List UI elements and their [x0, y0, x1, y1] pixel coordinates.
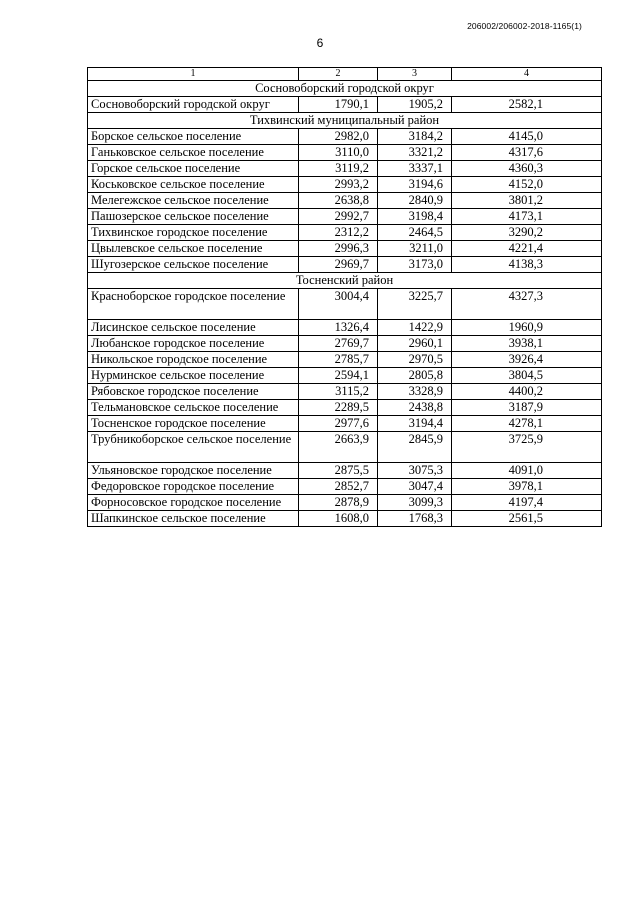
settlement-name-cell: Горское сельское поселение: [88, 161, 299, 177]
value-cell-c4: 4360,3: [452, 161, 602, 177]
settlement-name-cell: Коськовское сельское поселение: [88, 177, 299, 193]
value-cell-c3: 3225,7: [378, 289, 452, 320]
table-row: [88, 145, 602, 161]
value-cell-c4: 3290,2: [452, 225, 602, 241]
table-row: [88, 511, 602, 527]
value-cell-c3: 3194,6: [378, 177, 452, 193]
value-cell-c2: 2996,3: [299, 241, 378, 257]
settlement-name-cell: Красноборское городское поселение: [88, 289, 299, 320]
section-title: Тихвинский муниципальный район: [88, 113, 602, 129]
value-cell-c3: 3194,4: [378, 416, 452, 432]
value-cell-c2: 3119,2: [299, 161, 378, 177]
value-cell-c3: 3198,4: [378, 209, 452, 225]
value-cell-c4: 4317,6: [452, 145, 602, 161]
table-row: [88, 225, 602, 241]
value-cell-c4: 1960,9: [452, 320, 602, 336]
value-cell-c4: 4221,4: [452, 241, 602, 257]
value-cell-c2: 2312,2: [299, 225, 378, 241]
value-cell-c2: 2992,7: [299, 209, 378, 225]
table-row: [88, 400, 602, 416]
value-cell-c4: 4173,1: [452, 209, 602, 225]
value-cell-c2: 2852,7: [299, 479, 378, 495]
table-row: [88, 97, 602, 113]
value-cell-c4: 4091,0: [452, 463, 602, 479]
column-header: 2: [299, 68, 378, 81]
data-table: [87, 67, 602, 527]
settlement-name-cell: Мелегежское сельское поселение: [88, 193, 299, 209]
value-cell-c2: 2878,9: [299, 495, 378, 511]
column-header: 1: [88, 68, 299, 81]
value-cell-c3: 3184,2: [378, 129, 452, 145]
value-cell-c4: 3978,1: [452, 479, 602, 495]
settlement-name-cell: Тельмановское сельское поселение: [88, 400, 299, 416]
document-id: 206002/206002-2018-1165(1): [467, 21, 582, 31]
table-body: [88, 68, 602, 527]
value-cell-c3: 2960,1: [378, 336, 452, 352]
settlement-name-cell: Тосненское городское поселение: [88, 416, 299, 432]
value-cell-c2: 2993,2: [299, 177, 378, 193]
settlement-name-cell: Пашозерское сельское поселение: [88, 209, 299, 225]
table-row: [88, 241, 602, 257]
table-row: [88, 368, 602, 384]
section-header-row: [88, 273, 602, 289]
table-row: [88, 479, 602, 495]
settlement-name-cell: Шугозерское сельское поселение: [88, 257, 299, 273]
value-cell-c3: 2845,9: [378, 432, 452, 463]
value-cell-c2: 2875,5: [299, 463, 378, 479]
value-cell-c4: 3725,9: [452, 432, 602, 463]
section-title: Тосненский район: [88, 273, 602, 289]
section-header-row: [88, 81, 602, 97]
value-cell-c2: 1790,1: [299, 97, 378, 113]
value-cell-c2: 2977,6: [299, 416, 378, 432]
table-row: [88, 289, 602, 320]
value-cell-c3: 3337,1: [378, 161, 452, 177]
column-header-row: [88, 68, 602, 81]
value-cell-c2: 3004,4: [299, 289, 378, 320]
value-cell-c4: 4145,0: [452, 129, 602, 145]
settlement-name-cell: Сосновоборский городской округ: [88, 97, 299, 113]
settlement-name-cell: Форносовское городское поселение: [88, 495, 299, 511]
value-cell-c4: 3187,9: [452, 400, 602, 416]
value-cell-c3: 3321,2: [378, 145, 452, 161]
value-cell-c4: 2561,5: [452, 511, 602, 527]
value-cell-c3: 3047,4: [378, 479, 452, 495]
value-cell-c3: 3099,3: [378, 495, 452, 511]
value-cell-c4: 4197,4: [452, 495, 602, 511]
value-cell-c2: 3110,0: [299, 145, 378, 161]
section-title: Сосновоборский городской округ: [88, 81, 602, 97]
value-cell-c2: 2982,0: [299, 129, 378, 145]
value-cell-c3: 3211,0: [378, 241, 452, 257]
settlement-name-cell: Шапкинское сельское поселение: [88, 511, 299, 527]
settlement-name-cell: Тихвинское городское поселение: [88, 225, 299, 241]
value-cell-c4: 4327,3: [452, 289, 602, 320]
table-row: [88, 320, 602, 336]
table-row: [88, 416, 602, 432]
value-cell-c4: 4278,1: [452, 416, 602, 432]
table-row: [88, 161, 602, 177]
value-cell-c4: 3804,5: [452, 368, 602, 384]
value-cell-c3: 1905,2: [378, 97, 452, 113]
value-cell-c4: 2582,1: [452, 97, 602, 113]
table-row: [88, 209, 602, 225]
section-header-row: [88, 113, 602, 129]
value-cell-c2: 2969,7: [299, 257, 378, 273]
value-cell-c2: 1608,0: [299, 511, 378, 527]
column-header: 3: [378, 68, 452, 81]
value-cell-c4: 4138,3: [452, 257, 602, 273]
settlement-name-cell: Федоровское городское поселение: [88, 479, 299, 495]
value-cell-c2: 2289,5: [299, 400, 378, 416]
column-header: 4: [452, 68, 602, 81]
value-cell-c3: 1768,3: [378, 511, 452, 527]
value-cell-c2: 2785,7: [299, 352, 378, 368]
settlement-name-cell: Рябовское городское поселение: [88, 384, 299, 400]
value-cell-c4: 3926,4: [452, 352, 602, 368]
value-cell-c4: 4152,0: [452, 177, 602, 193]
settlement-name-cell: Ульяновское городское поселение: [88, 463, 299, 479]
table-row: [88, 463, 602, 479]
value-cell-c2: 2594,1: [299, 368, 378, 384]
table-row: [88, 177, 602, 193]
settlement-name-cell: Борское сельское поселение: [88, 129, 299, 145]
table-row: [88, 384, 602, 400]
value-cell-c2: 2638,8: [299, 193, 378, 209]
table-row: [88, 495, 602, 511]
settlement-name-cell: Лисинское сельское поселение: [88, 320, 299, 336]
value-cell-c2: 3115,2: [299, 384, 378, 400]
value-cell-c4: 3801,2: [452, 193, 602, 209]
settlement-name-cell: Цвылевское сельское поселение: [88, 241, 299, 257]
table-row: [88, 129, 602, 145]
value-cell-c2: 2769,7: [299, 336, 378, 352]
table-row: [88, 352, 602, 368]
settlement-name-cell: Ганьковское сельское поселение: [88, 145, 299, 161]
table-row: [88, 432, 602, 463]
table-row: [88, 193, 602, 209]
value-cell-c4: 4400,2: [452, 384, 602, 400]
settlement-name-cell: Любанское городское поселение: [88, 336, 299, 352]
page-number: 6: [316, 36, 324, 50]
value-cell-c3: 2840,9: [378, 193, 452, 209]
table-row: [88, 336, 602, 352]
value-cell-c2: 2663,9: [299, 432, 378, 463]
value-cell-c3: 2805,8: [378, 368, 452, 384]
value-cell-c4: 3938,1: [452, 336, 602, 352]
value-cell-c3: 2464,5: [378, 225, 452, 241]
settlement-name-cell: Нурминское сельское поселение: [88, 368, 299, 384]
value-cell-c3: 3075,3: [378, 463, 452, 479]
value-cell-c3: 2970,5: [378, 352, 452, 368]
value-cell-c3: 3173,0: [378, 257, 452, 273]
value-cell-c2: 1326,4: [299, 320, 378, 336]
table-row: [88, 257, 602, 273]
value-cell-c3: 1422,9: [378, 320, 452, 336]
value-cell-c3: 2438,8: [378, 400, 452, 416]
settlement-name-cell: Никольское городское поселение: [88, 352, 299, 368]
value-cell-c3: 3328,9: [378, 384, 452, 400]
settlement-name-cell: Трубникоборское сельское поселение: [88, 432, 299, 463]
